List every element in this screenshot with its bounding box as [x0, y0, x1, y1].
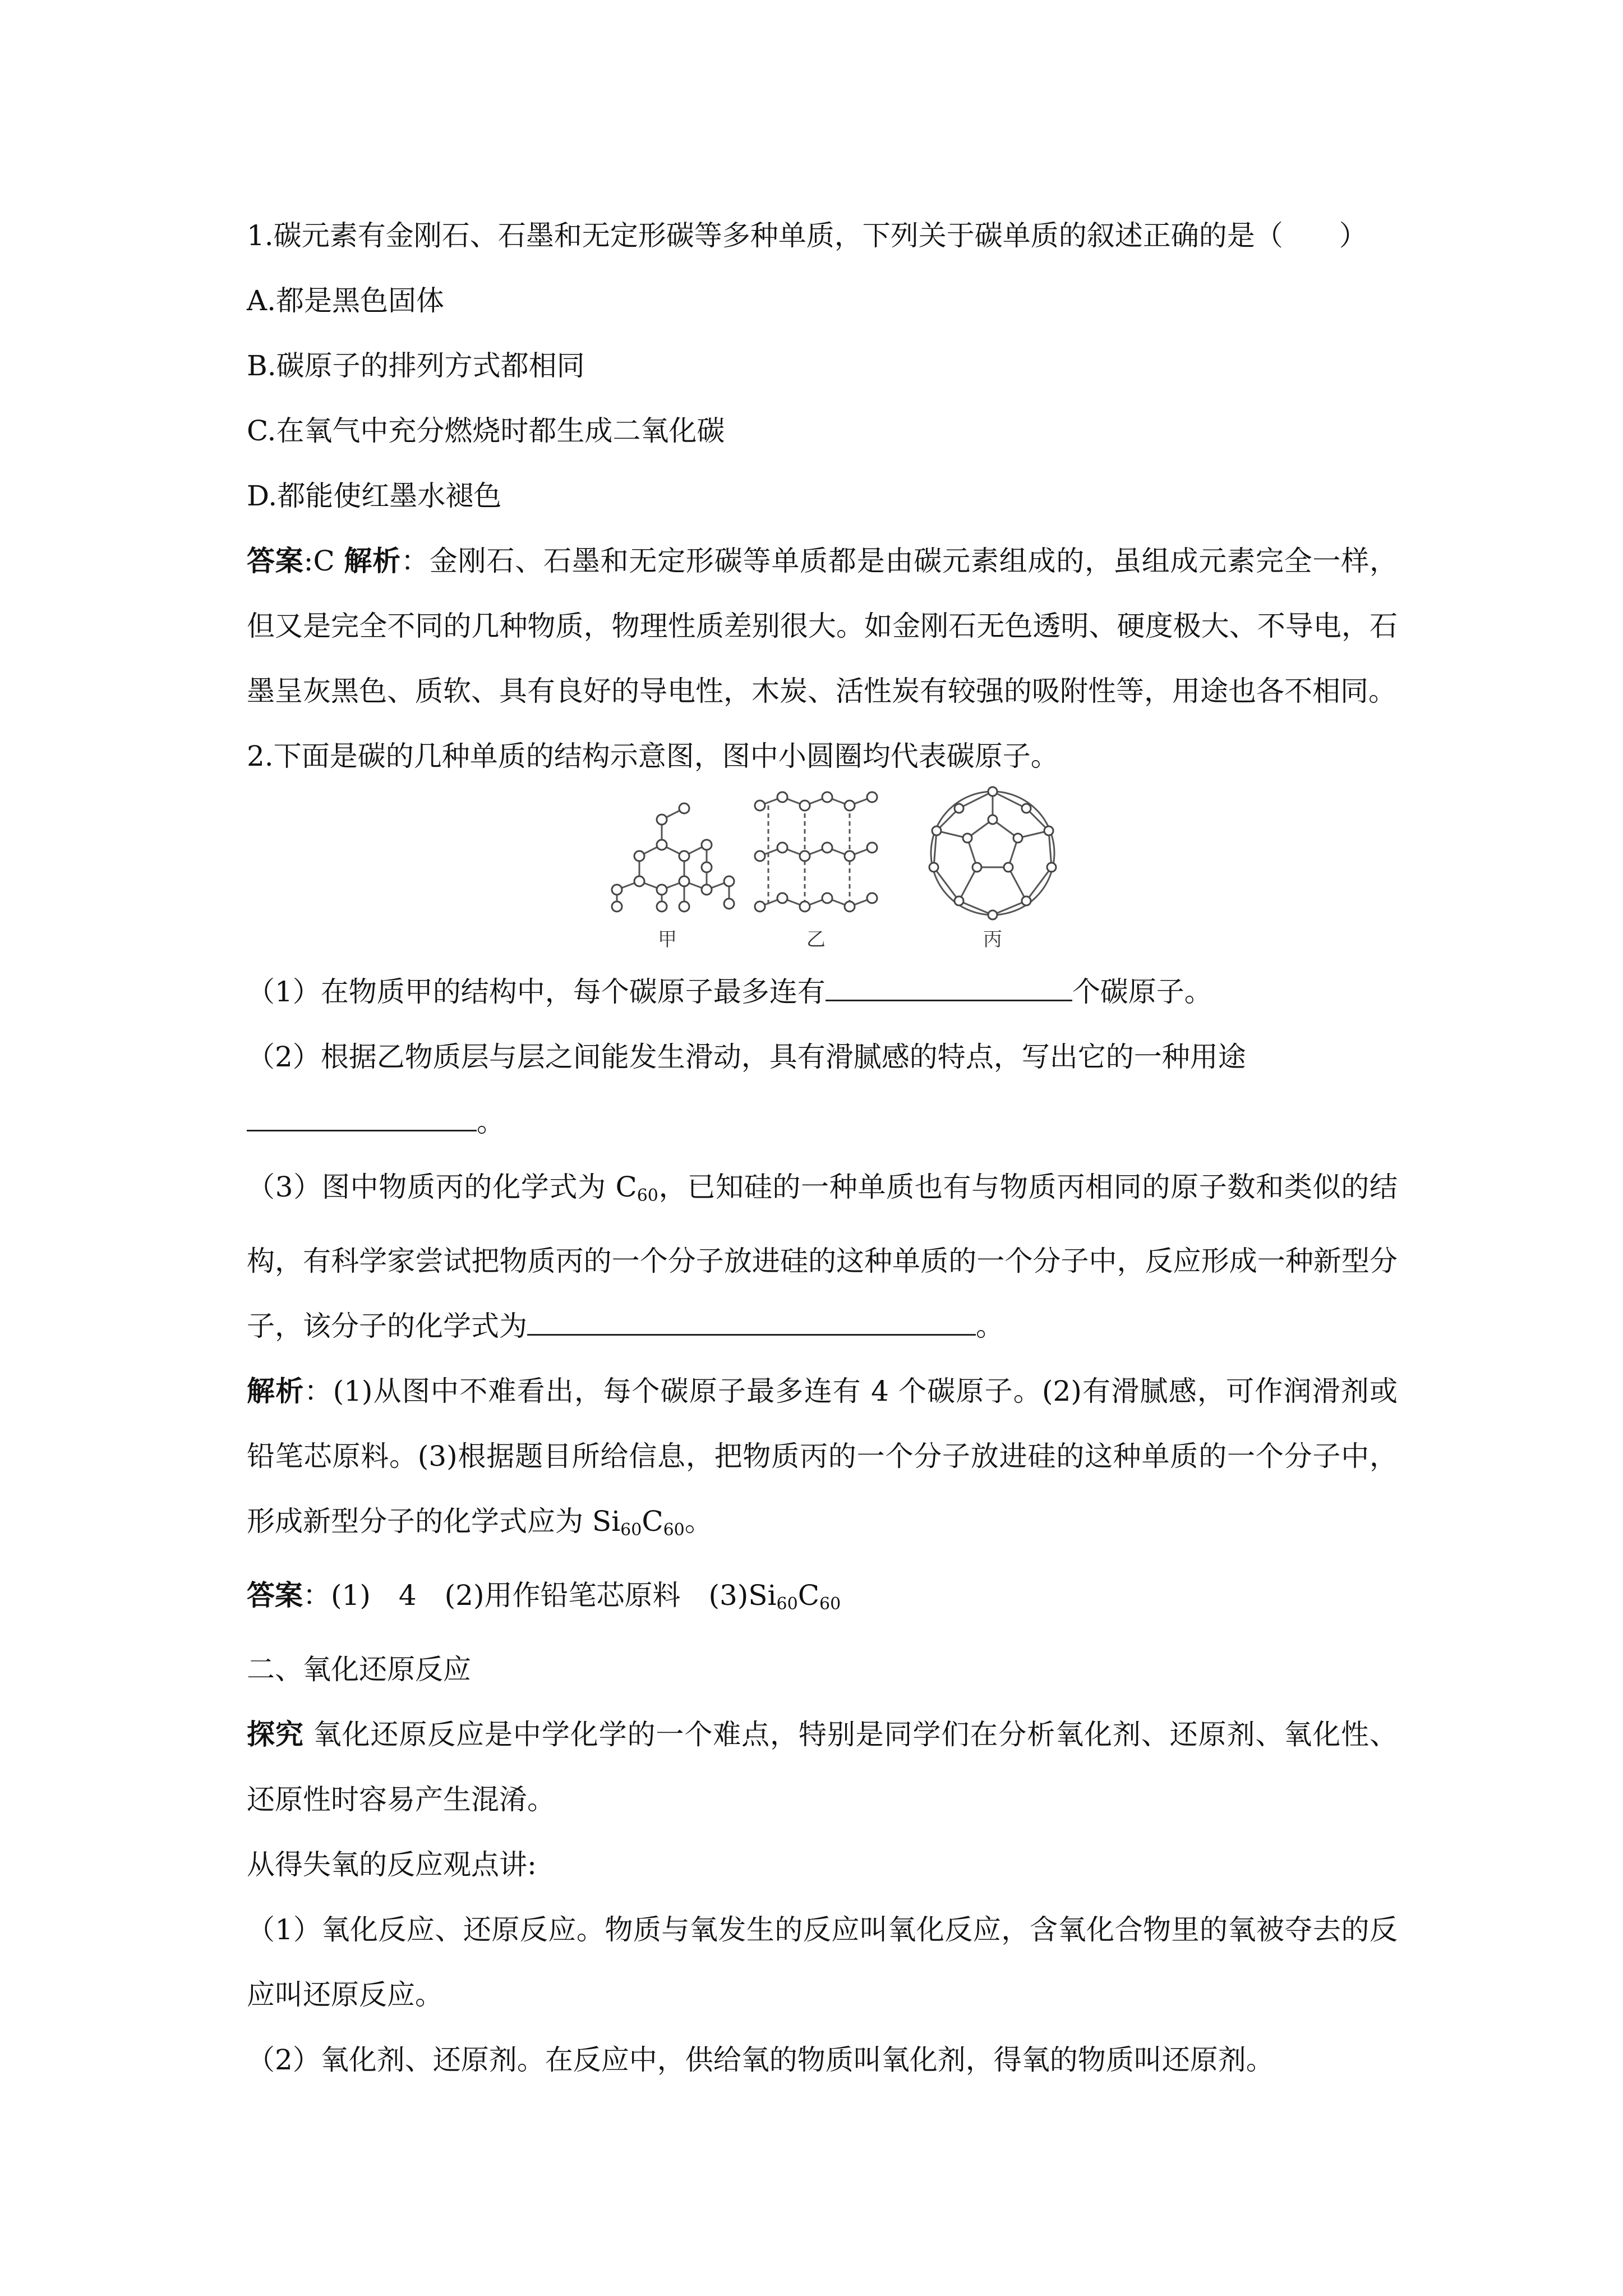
q2-part3-blank — [527, 1306, 976, 1336]
q2-answer — [247, 1563, 1398, 1637]
section2-heading: 二、氧化还原反应 — [247, 1653, 471, 1686]
carbon-allotropes-diagram — [600, 783, 1105, 951]
section2-point2: （2）氧化剂、还原剂。在反应中，供给氧的物质叫氧化剂，得氧的物质叫还原剂。 — [247, 2044, 1274, 2076]
caption-yi: 乙 — [806, 928, 826, 951]
q1-option-c: C.在氧气中充分燃烧时都生成二氧化碳 — [247, 415, 725, 447]
q2-part1-text: （1）在物质甲的结构中，每个碳原子最多连有 — [247, 976, 826, 1008]
q2-part2-blank — [247, 1102, 477, 1131]
caption-jia: 甲 — [658, 928, 677, 951]
q2-stem: 2.下面是碳的几种单质的结构示意图，图中小圆圈均代表碳原子。 — [247, 740, 1059, 772]
q2-answer-sub2: 60 — [819, 1594, 841, 1614]
section2-explore — [247, 1702, 1398, 1832]
q2-part3-end: 。 — [976, 1310, 1004, 1342]
q1-answer-value: :C — [303, 545, 344, 577]
q2-part1-end: 个碳原子。 — [1072, 976, 1212, 1008]
q1-answer-label: 答案 — [247, 545, 304, 577]
q1-analysis-text: ：金刚石、石墨和无定形碳等单质都是由碳元素组成的，虽组成元素完全一样，但又是完全不同的几种物质，物理性质差别很大。如金刚石无色透明、硬度极大、不导电，石墨呈灰黑色、质软、具有良好的导电性，木炭、活性炭有较强的吸附性等，用途也各不相同。 — [247, 545, 1398, 707]
q2-analysis-text: ：(1)从图中不难看出，每个碳原子最多连有 4 个碳原子。(2)有滑腻感，可作润滑剂或铅笔芯原料。(3)根据题目所给信息，把物质丙的一个分子放进硅的这种单质的一个分子中，形成新型分子的化学式应为 Si — [247, 1375, 1398, 1538]
q2-part2-end: 。 — [477, 1106, 505, 1138]
graphite-structure — [760, 797, 872, 907]
q2-part3 — [247, 1154, 1398, 1359]
q1-answer-analysis — [247, 528, 1398, 724]
q2-part3-middle: ，已知硅的一种单质也有与物质丙相同的原子数和类似的结构，有科学家尝试把物质丙的一个分子放进硅的这种单质的一个分子中，反应形成一种新型分子，该分子的化学式为 — [247, 1171, 1398, 1342]
q2-part1 — [247, 959, 1398, 1024]
q2-part1-blank — [826, 972, 1072, 1001]
q1-stem: 1.碳元素有金刚石、石墨和无定形碳等多种单质，下列关于碳单质的叙述正确的是（ ） — [247, 219, 1367, 252]
carbon-structure-figure — [247, 789, 1398, 957]
caption-bing: 丙 — [983, 928, 1002, 951]
q2-part3-text: （3）图中物质丙的化学式为 C — [247, 1171, 637, 1203]
diamond-atoms — [612, 803, 734, 912]
explore-text: 氧化还原反应是中学化学的一个难点，特别是同学们在分析氧化剂、还原剂、氧化性、还原性时容易产生混淆。 — [247, 1718, 1398, 1816]
q2-part2 — [247, 1024, 1398, 1089]
q2-formula-sub1: 60 — [620, 1520, 642, 1540]
q1-option-b: B.碳原子的排列方式都相同 — [247, 349, 585, 382]
q2-answer-c: C — [797, 1579, 819, 1612]
section2-point1: （1）氧化反应、还原反应。物质与氧发生的反应叫氧化反应，含氧化合物里的氧被夺去的反应叫还原反应。 — [247, 1913, 1398, 2011]
q2-part2-text: （2）根据乙物质层与层之间能发生滑动，具有滑腻感的特点，写出它的一种用途 — [247, 1041, 1246, 1073]
q2-formula-sub2: 60 — [663, 1520, 685, 1540]
q1-option-d: D.都能使红墨水褪色 — [247, 480, 502, 512]
q2-answer-text: ：(1) 4 (2)用作铅笔芯原料 (3)Si — [303, 1579, 777, 1612]
explore-label: 探究 — [247, 1718, 304, 1751]
q2-part2-answer-line — [247, 1089, 1398, 1154]
document-body — [247, 203, 1398, 2092]
q2-answer-sub1: 60 — [776, 1594, 798, 1614]
q2-answer-label: 答案 — [247, 1579, 303, 1612]
q2-analysis — [247, 1359, 1398, 1563]
q2-analysis-label: 解析 — [247, 1375, 305, 1407]
section2-view: 从得失氧的反应观点讲: — [247, 1848, 537, 1881]
q1-analysis-label: 解析 — [344, 545, 401, 577]
q2-analysis-end: 。 — [684, 1505, 713, 1538]
c60-structure — [931, 792, 1054, 915]
q1-option-a: A.都是黑色固体 — [247, 284, 445, 317]
q2-formula-c: C — [642, 1505, 663, 1538]
q2-part3-subscript: 60 — [637, 1186, 658, 1205]
